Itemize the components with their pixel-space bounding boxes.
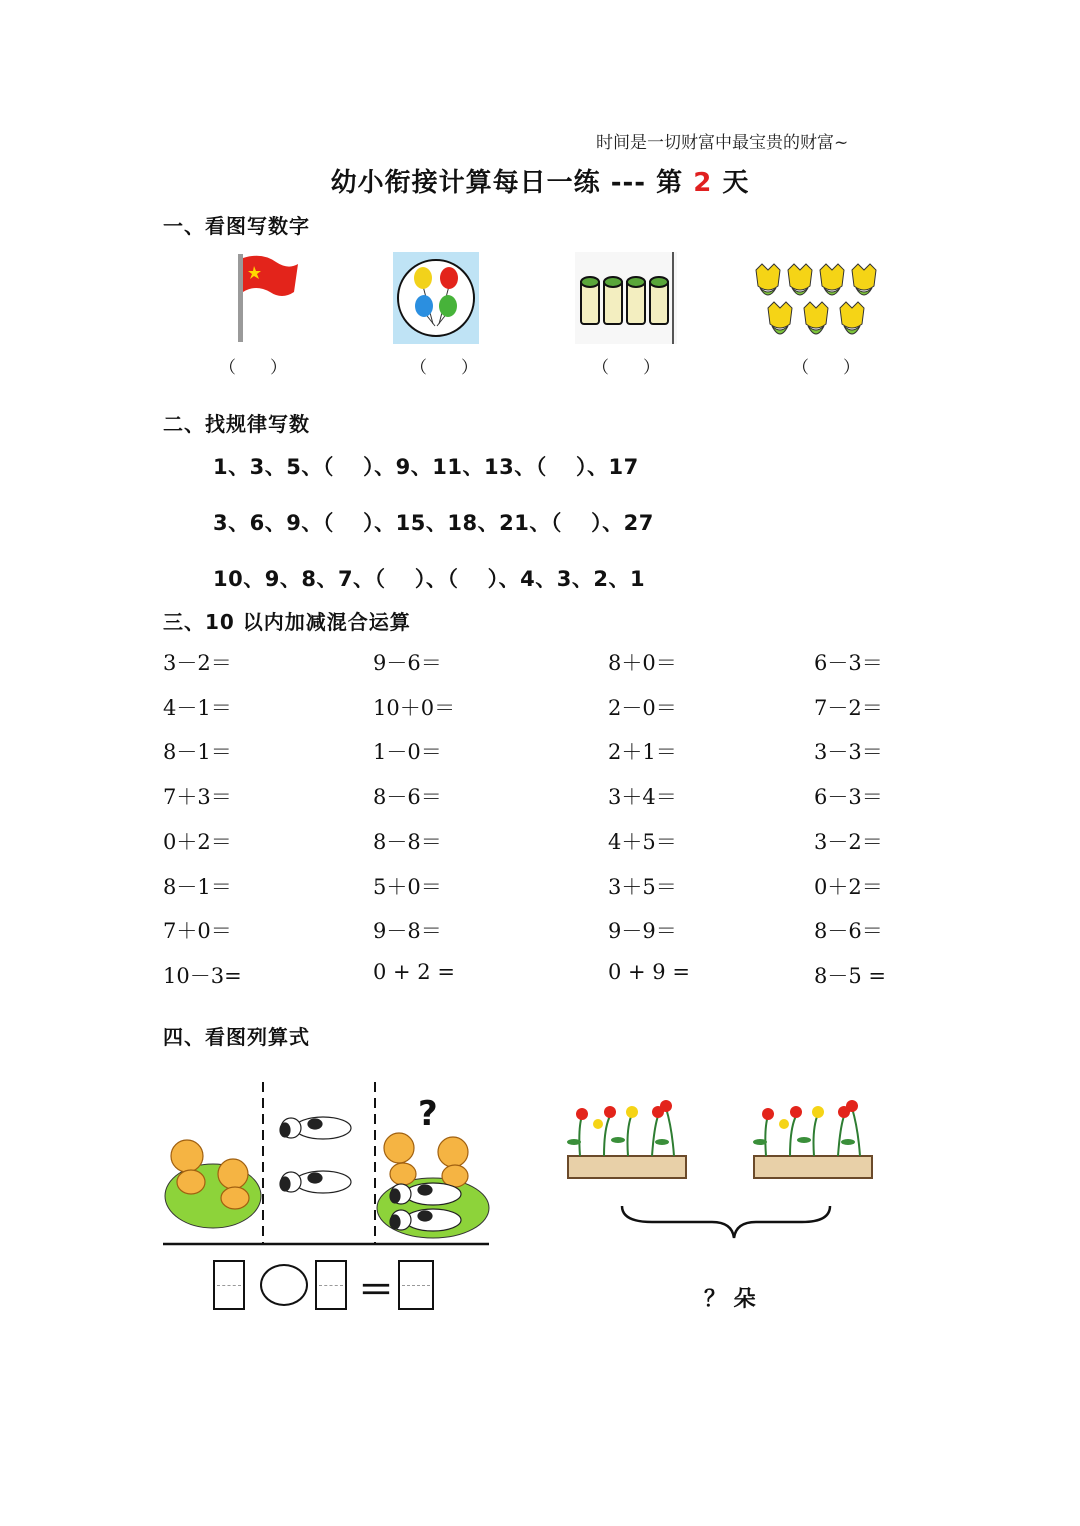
equation-r4-c2[interactable]: 8－6＝ bbox=[373, 785, 442, 810]
section-1-title: 一、看图写数字 bbox=[163, 214, 310, 238]
operator-circle[interactable] bbox=[260, 1264, 308, 1306]
equation-r2-c3[interactable]: 2－0＝ bbox=[608, 695, 677, 720]
answer-box-1[interactable] bbox=[213, 1260, 245, 1310]
section-3-title: 三、10 以内加减混合运算 bbox=[163, 610, 411, 634]
answer-blank-tulips[interactable]: （ ） bbox=[792, 358, 860, 378]
yellow-tulips-picture bbox=[752, 262, 882, 344]
equation-r1-c3[interactable]: 8＋0＝ bbox=[608, 651, 677, 675]
red-flag-picture bbox=[232, 252, 304, 344]
pattern-row-2[interactable]: 3、6、9、（ ）、15、18、21、（ ）、27 bbox=[213, 511, 654, 535]
section-4-title: 四、看图列算式 bbox=[163, 1025, 310, 1049]
pattern-row-3[interactable]: 10、9、8、7、（ ）、（ ）、4、3、2、1 bbox=[213, 567, 646, 591]
equation-r3-c1[interactable]: 8－1＝ bbox=[163, 740, 232, 765]
section-2-title: 二、找规律写数 bbox=[163, 412, 310, 436]
equation-r8-c3[interactable]: 0 + 9 = bbox=[608, 959, 690, 984]
flowers-question: ？ 朵 bbox=[704, 1287, 756, 1312]
equals-sign: ＝ bbox=[358, 1270, 395, 1311]
equation-r7-c1[interactable]: 7＋0＝ bbox=[163, 919, 232, 944]
answer-blank-flag[interactable]: （ ） bbox=[219, 358, 287, 378]
equation-r7-c4[interactable]: 8－6＝ bbox=[814, 919, 883, 944]
equation-r5-c1[interactable]: 0＋2＝ bbox=[163, 829, 232, 854]
equation-r4-c4[interactable]: 6－3＝ bbox=[814, 785, 883, 810]
equation-r6-c1[interactable]: 8－1＝ bbox=[163, 874, 232, 899]
answer-blank-tubes[interactable]: （ ） bbox=[592, 358, 660, 378]
answer-box-2[interactable] bbox=[315, 1260, 347, 1310]
balloons-picture bbox=[393, 252, 479, 344]
equation-r2-c4[interactable]: 7－2＝ bbox=[814, 695, 883, 720]
dogs-picture bbox=[163, 1078, 493, 1248]
pattern-row-1[interactable]: 1、3、5、（ ）、9、11、13、（ ）、17 bbox=[213, 455, 639, 479]
equation-r1-c4[interactable]: 6－3＝ bbox=[814, 651, 883, 675]
equation-r3-c3[interactable]: 2＋1＝ bbox=[608, 740, 677, 765]
equation-r7-c3[interactable]: 9－9＝ bbox=[608, 919, 677, 944]
equation-r6-c4[interactable]: 0＋2＝ bbox=[814, 874, 883, 899]
equation-r3-c2[interactable]: 1－0＝ bbox=[373, 740, 442, 765]
equation-r2-c2[interactable]: 10＋0＝ bbox=[373, 695, 456, 720]
page-title bbox=[0, 162, 1080, 199]
equation-r6-c2[interactable]: 5＋0＝ bbox=[373, 874, 442, 899]
equation-r5-c3[interactable]: 4＋5＝ bbox=[608, 829, 677, 854]
answer-box-3[interactable] bbox=[398, 1260, 434, 1310]
equation-r7-c2[interactable]: 9－8＝ bbox=[373, 919, 442, 944]
equation-r8-c4[interactable]: 8－5 = bbox=[814, 963, 886, 988]
flower-boxes-picture bbox=[562, 1098, 880, 1248]
day-number: 2 bbox=[693, 168, 713, 198]
equation-r1-c1[interactable]: 3－2＝ bbox=[163, 651, 232, 675]
equation-r5-c2[interactable]: 8－8＝ bbox=[373, 829, 442, 854]
equation-r6-c3[interactable]: 3＋5＝ bbox=[608, 874, 677, 899]
equation-r8-c1[interactable]: 10－3= bbox=[163, 963, 242, 988]
equation-r4-c3[interactable]: 3＋4＝ bbox=[608, 785, 677, 810]
title-suffix: 天 bbox=[722, 168, 750, 198]
equation-r4-c1[interactable]: 7＋3＝ bbox=[163, 785, 232, 810]
question-mark: ? bbox=[418, 1094, 438, 1134]
equation-r2-c1[interactable]: 4－1＝ bbox=[163, 695, 232, 720]
equation-r1-c2[interactable]: 9－6＝ bbox=[373, 651, 442, 675]
title-prefix: 幼小衔接计算每日一练 --- 第 bbox=[330, 168, 684, 198]
equation-r8-c2[interactable]: 0 + 2 = bbox=[373, 959, 455, 984]
equation-r5-c4[interactable]: 3－2＝ bbox=[814, 829, 883, 854]
equation-r3-c4[interactable]: 3－3＝ bbox=[814, 740, 883, 765]
answer-blank-balloons[interactable]: （ ） bbox=[410, 358, 478, 378]
motto-text: 时间是一切财富中最宝贵的财富~ bbox=[596, 133, 849, 153]
bamboo-tubes-picture bbox=[575, 252, 677, 344]
